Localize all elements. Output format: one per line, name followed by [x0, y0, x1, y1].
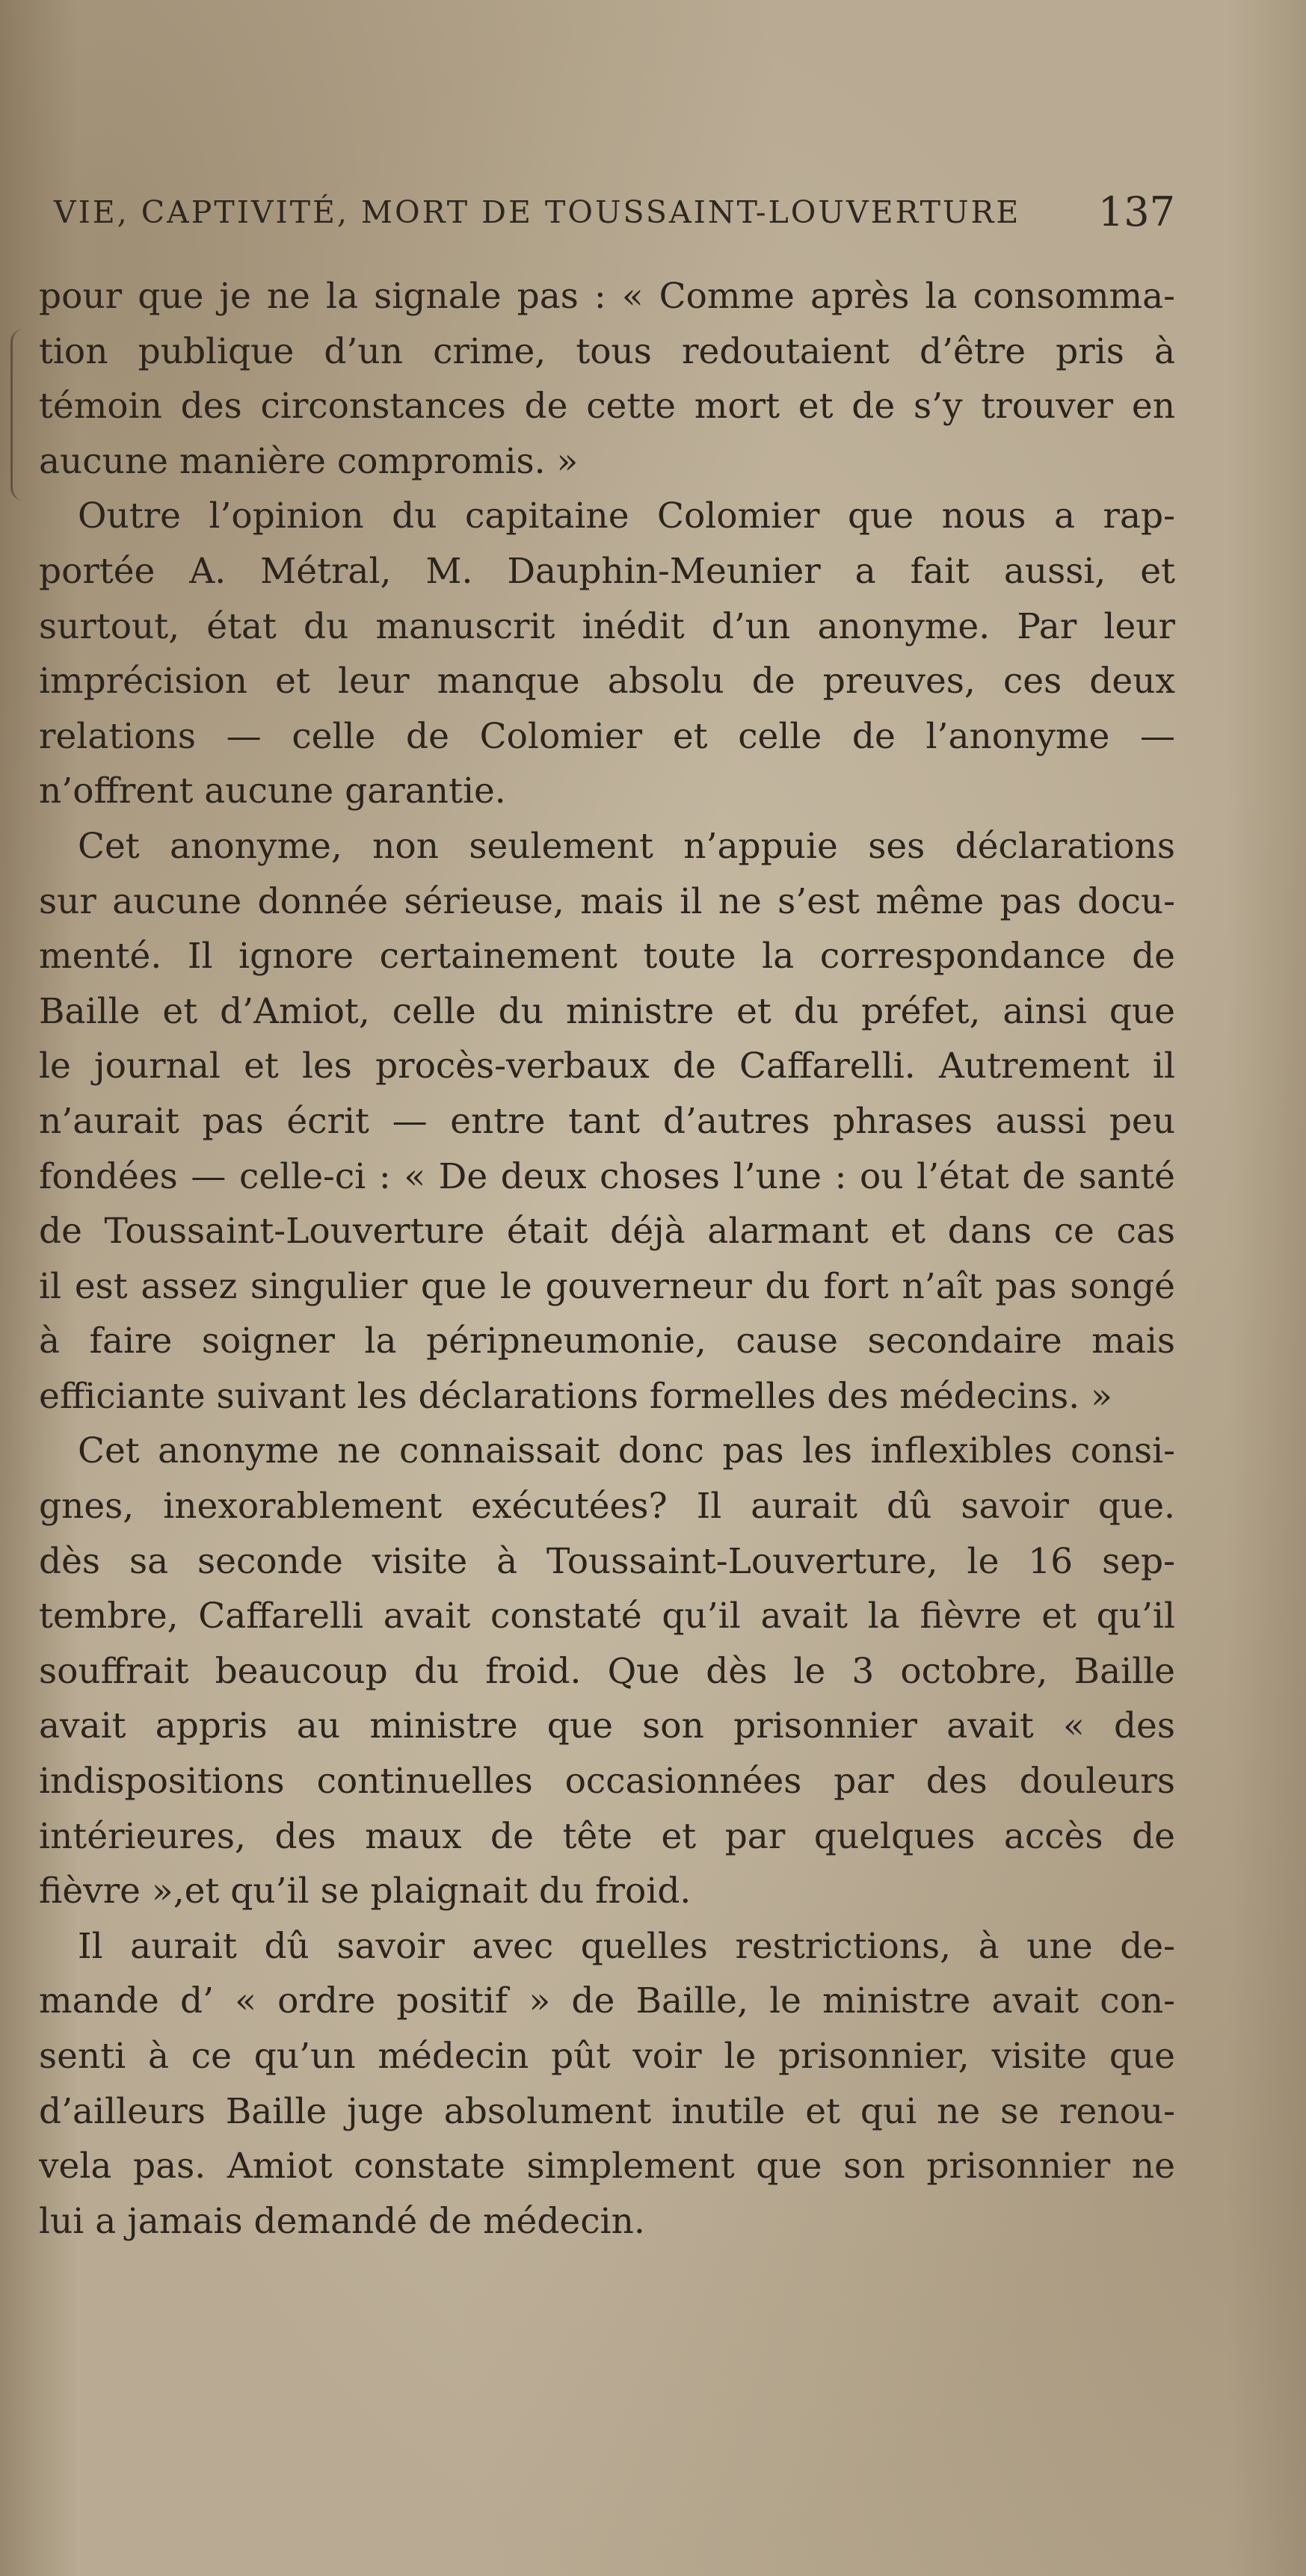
text-line: vela pas. Amiot constate simplement que son prisonnier ne: [39, 2146, 1175, 2187]
paragraph: [39, 1424, 1175, 1918]
text-line: n’aurait pas écrit — entre tant d’autres phrases aussi peu: [39, 1100, 1175, 1142]
text-line: Outre l’opinion du capitaine Colomier que nous a rap-: [78, 495, 1175, 537]
text-line: tion publique d’un crime, tous redoutaient d’être pris à: [39, 330, 1175, 372]
running-title: VIE, CAPTIVITÉ, MORT DE TOUSSAINT-LOUVERTURE: [54, 194, 1021, 230]
paragraph: [39, 1919, 1175, 2249]
text-line: d’ailleurs Baille juge absolument inutile et qui ne se renou-: [39, 2090, 1175, 2132]
text-line: avait appris au ministre que son prisonnier avait « des: [39, 1705, 1175, 1747]
running-head: [54, 188, 1175, 248]
text-line: indispositions continuelles occasionnées par des douleurs: [39, 1761, 1175, 1803]
text-line: fondées — celle-ci : « De deux choses l’une : ou l’état de santé: [39, 1155, 1175, 1197]
text-line: de Toussaint-Louverture était déjà alarmant et dans ce cas: [39, 1211, 1175, 1253]
paragraph: [39, 819, 1175, 1424]
text-line: efficiante suivant les déclarations formelles des médecins. »: [39, 1375, 1112, 1417]
text-line: aucune manière compromis. »: [39, 440, 579, 482]
text-line: fièvre »,et qu’il se plaignait du froid.: [39, 1871, 691, 1912]
text-line: menté. Il ignore certainement toute la correspondance de: [39, 936, 1175, 977]
text-line: Il aurait dû savoir avec quelles restrictions, à une de-: [78, 1925, 1175, 1967]
text-line: il est assez singulier que le gouverneur du fort n’aît pas songé: [39, 1265, 1175, 1307]
paragraph: [39, 489, 1175, 819]
page-number: 137: [1097, 188, 1175, 235]
text-line: surtout, état du manuscrit inédit d’un anonyme. Par leur: [39, 605, 1175, 647]
text-line: souffrait beaucoup du froid. Que dès le 3 octobre, Baille: [39, 1650, 1175, 1692]
text-line: intérieures, des maux de tête et par quelques accès de: [39, 1815, 1175, 1857]
text-line: dès sa seconde visite à Toussaint-Louverture, le 16 sep-: [39, 1540, 1175, 1582]
text-line: sur aucune donnée sérieuse, mais il ne s’est même pas docu-: [39, 880, 1175, 922]
text-line: Baille et d’Amiot, celle du ministre et du préfet, ainsi que: [39, 990, 1175, 1032]
text-line: lui a jamais demandé de médecin.: [39, 2200, 645, 2242]
text-line: n’offrent aucune garantie.: [39, 770, 506, 812]
body-text: [39, 269, 1175, 2249]
text-line: à faire soigner la péripneumonie, cause secondaire mais: [39, 1321, 1175, 1362]
text-line: témoin des circonstances de cette mort et de s’y trouver en: [39, 386, 1175, 427]
text-line: tembre, Caffarelli avait constaté qu’il avait la fièvre et qu’il: [39, 1596, 1175, 1637]
text-line: Cet anonyme ne connaissait donc pas les inflexibles consi-: [78, 1430, 1175, 1472]
text-line: relations — celle de Colomier et celle de l’anonyme —: [39, 715, 1175, 757]
text-line: gnes, inexorablement exécutées? Il aurait dû savoir que.: [39, 1486, 1175, 1528]
text-line: portée A. Métral, M. Dauphin-Meunier a fait aussi, et: [39, 550, 1175, 592]
text-line: Cet anonyme, non seulement n’appuie ses déclarations: [78, 825, 1175, 867]
margin-pencil-mark: [10, 329, 28, 501]
paragraph: [39, 269, 1175, 489]
text-line: le journal et les procès-verbaux de Caffarelli. Autrement il: [39, 1045, 1175, 1087]
text-line: imprécision et leur manque absolu de preuves, ces deux: [39, 661, 1175, 702]
text-line: pour que je ne la signale pas : « Comme après la consomma-: [39, 276, 1175, 317]
text-line: senti à ce qu’un médecin pût voir le prisonnier, visite que: [39, 2036, 1175, 2077]
text-line: mande d’ « ordre positif » de Baille, le ministre avait con-: [39, 1980, 1175, 2022]
